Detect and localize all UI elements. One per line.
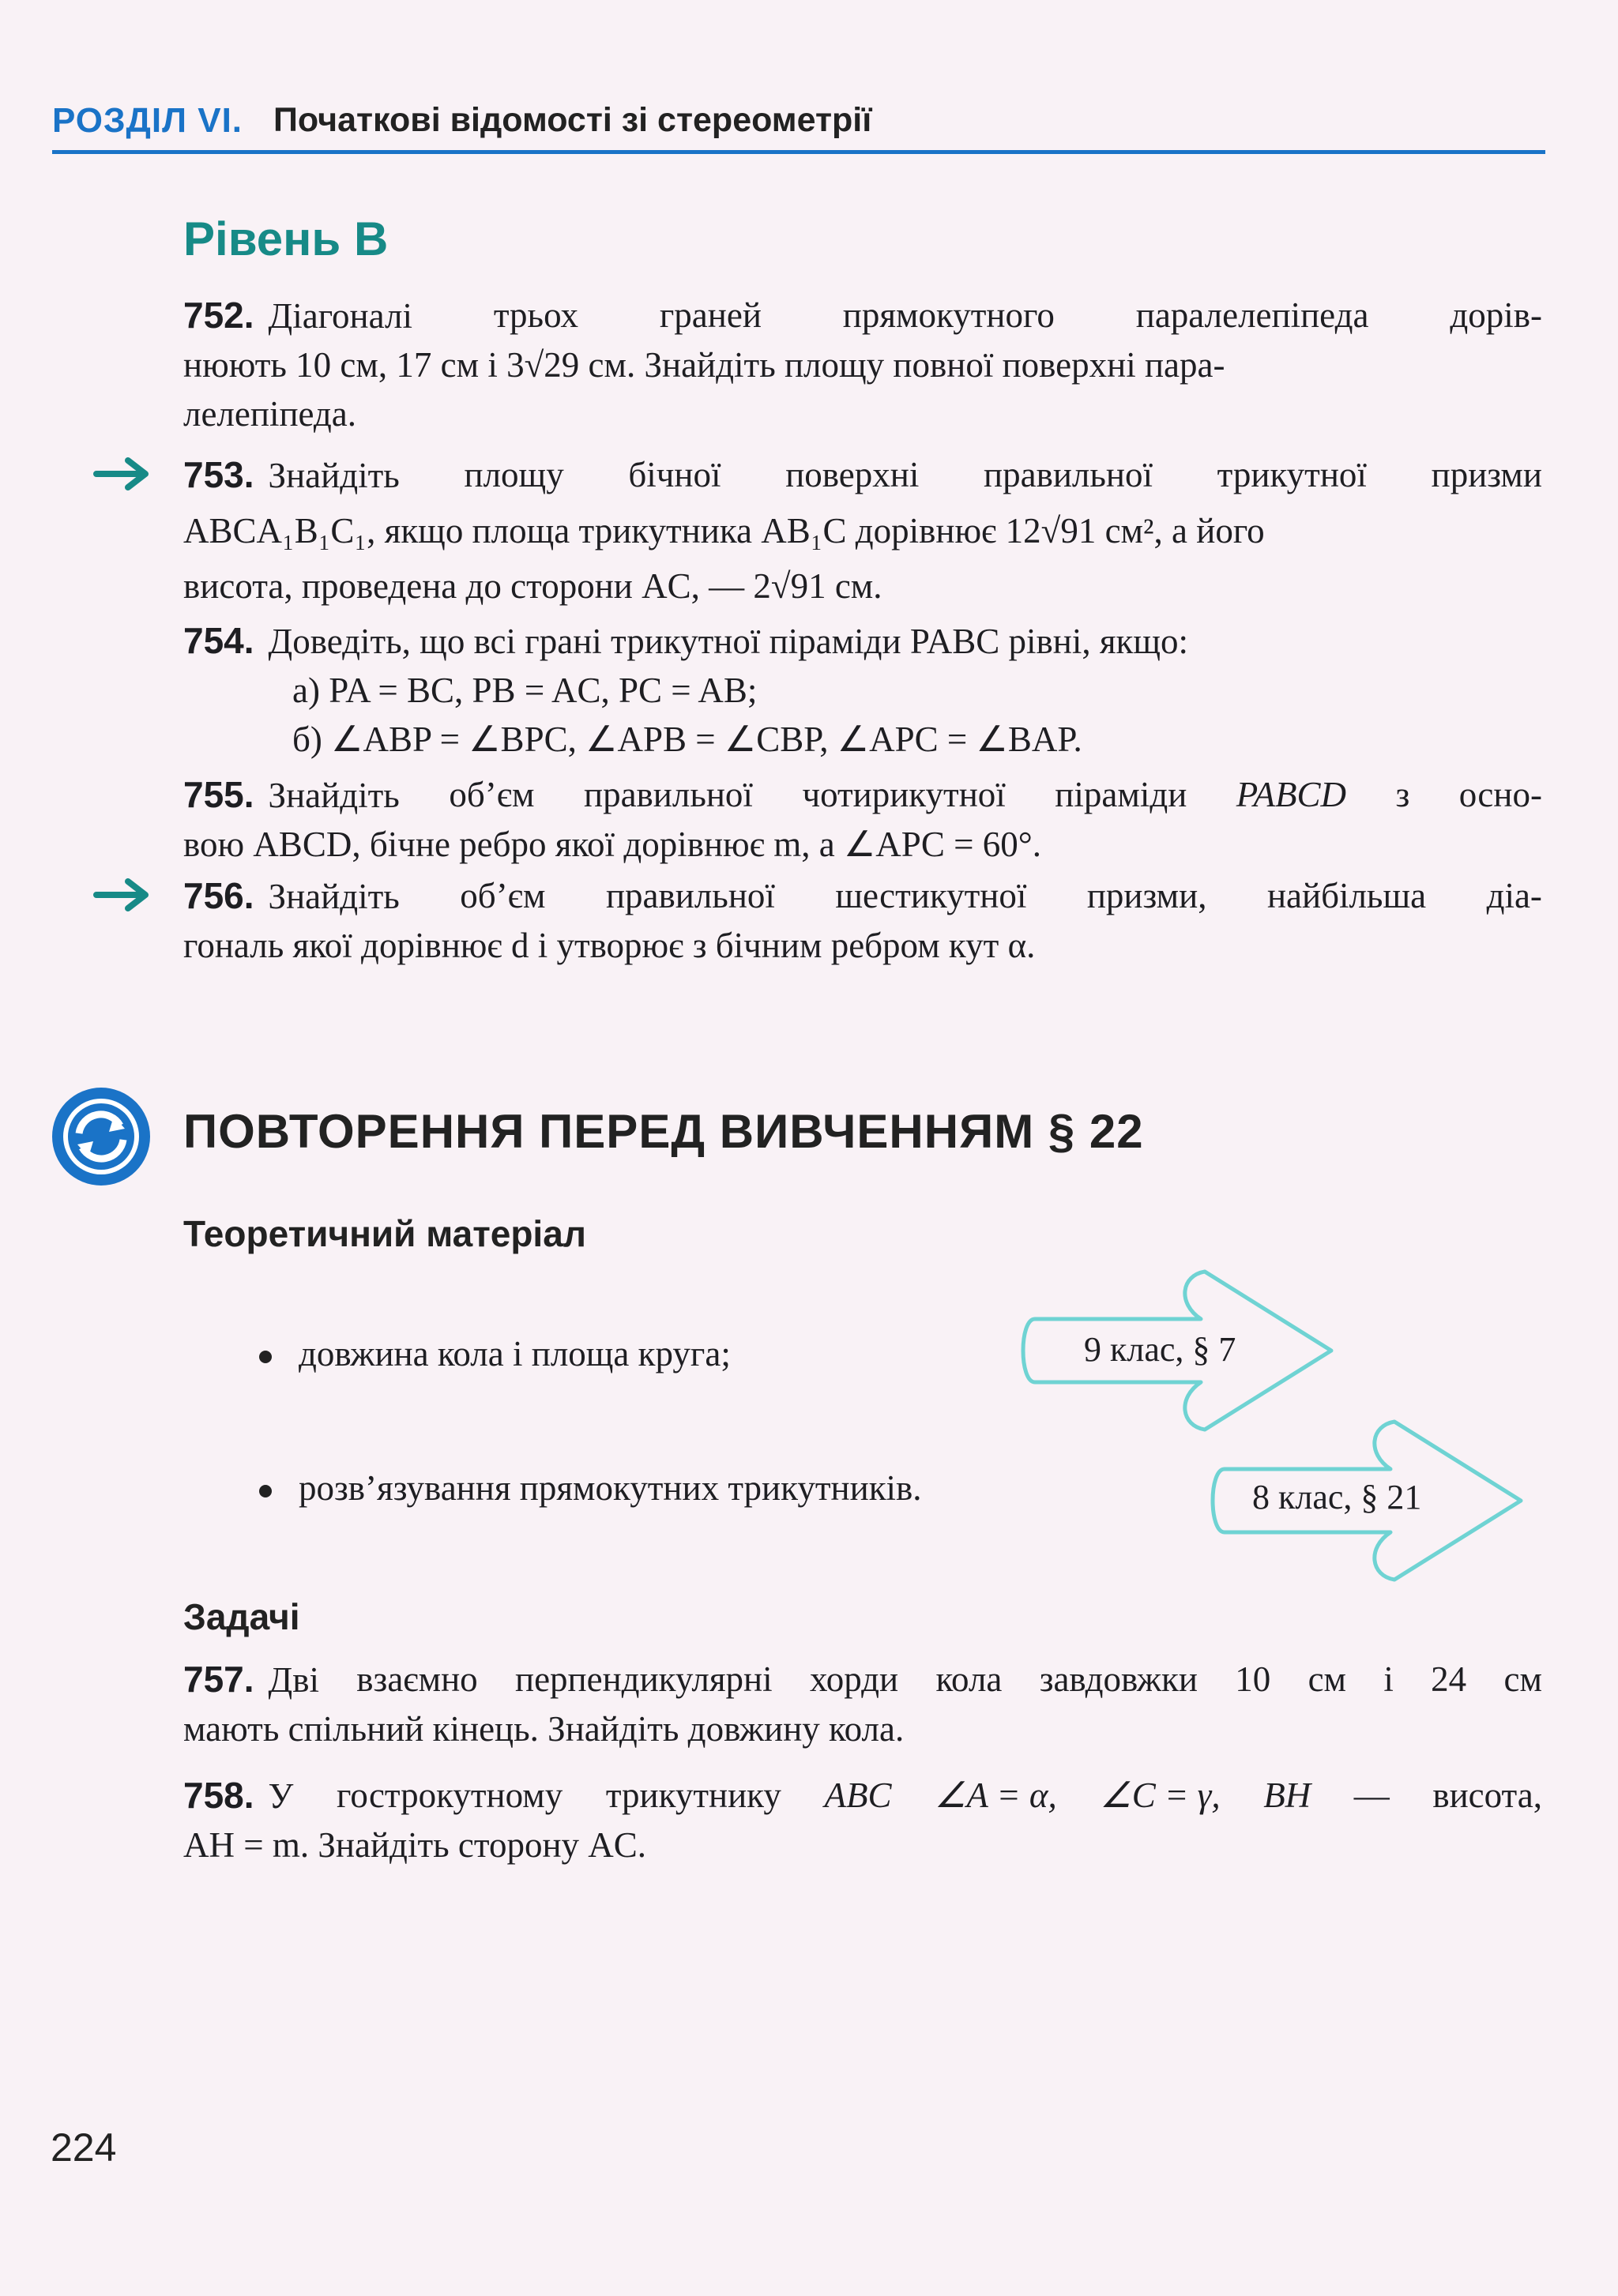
word: Знайдіть (268, 877, 400, 916)
word: призми (1431, 455, 1542, 494)
word: трикутної (1217, 455, 1367, 494)
problem-number: 756. (183, 875, 254, 916)
problem-number: 758. (183, 1775, 254, 1816)
word: шестикутної (835, 876, 1027, 915)
word: гострокутному (336, 1776, 563, 1815)
word: перпендикулярні (514, 1659, 773, 1699)
word: дорів- (1450, 295, 1542, 335)
problem-text: Доведіть, що всі грані трикутної піраміди PABC рівні, якщо: (268, 622, 1189, 661)
subitem-a: а) PA = BC, PB = AC, PC = AB; (292, 671, 758, 710)
problem-number: 754. (183, 620, 254, 661)
highlight-arrow-icon (93, 875, 156, 915)
word: об’єм (460, 876, 546, 915)
word: Діагоналі (268, 296, 412, 336)
problem-number: 752. (183, 295, 254, 336)
word: діа- (1486, 876, 1542, 915)
word: бічної (628, 455, 721, 494)
theory-item: розв’язування прямокутних трикутників. (299, 1468, 922, 1508)
word: взаємно (356, 1659, 478, 1699)
subitem-b: б) ∠ABP = ∠BPC, ∠APB = ∠CBP, ∠APC = ∠BAP. (292, 720, 1082, 759)
theory-item: довжина кола і площа круга; (299, 1334, 731, 1373)
problem-number: 753. (183, 454, 254, 495)
word: BH (1263, 1776, 1311, 1815)
section-heading: ПОВТОРЕННЯ ПЕРЕД ВИВЧЕННЯМ § 22 (183, 1105, 1144, 1158)
problem-line (183, 770, 1542, 820)
word: хорди (809, 1659, 899, 1699)
word: завдовжки (1039, 1659, 1198, 1699)
word: чотирикутної (802, 775, 1006, 814)
word: паралелепіпеда (1135, 295, 1369, 335)
word: піраміди (1055, 775, 1187, 814)
chapter-label: РОЗДІЛ VI. (52, 101, 243, 140)
word: У (268, 1776, 294, 1816)
word: Знайдіть (268, 456, 400, 495)
word: правильної (984, 455, 1153, 494)
word: правильної (605, 876, 775, 915)
problem-line: AH = m. Знайдіть сторону AC. (183, 1825, 647, 1865)
word: прямокутного (842, 295, 1055, 335)
word: см (1503, 1659, 1542, 1699)
problem-line: висота, проведена до сторони AC, — 2√91 см. (183, 566, 882, 606)
word: найбільша (1266, 876, 1427, 915)
word: трьох (493, 295, 578, 335)
bullet (259, 1485, 272, 1497)
problem-number: 755. (183, 774, 254, 815)
bullet (259, 1351, 272, 1363)
problem-758 (183, 1771, 1542, 1869)
chapter-title: Початкові відомості зі стереометрії (273, 101, 872, 139)
word: поверхні (785, 455, 920, 494)
word: см (1308, 1659, 1347, 1699)
problem-757 (183, 1655, 1542, 1753)
word: — (1353, 1776, 1390, 1815)
problem-line: мають спільний кінець. Знайдіть довжину кола. (183, 1709, 905, 1749)
problem-line (183, 450, 1542, 500)
word: і (1383, 1659, 1394, 1699)
word: Дві (268, 1660, 319, 1700)
highlight-arrow-icon (93, 454, 156, 494)
word: об’єм (449, 775, 535, 814)
problem-line: ABCA₁B₁C₁, якщо площа трикутника AB₁C дорівнює 12√91 см², а його (183, 511, 1265, 551)
word: граней (659, 295, 762, 335)
word: трикутнику (605, 1776, 781, 1815)
level-heading: Рівень В (183, 212, 389, 265)
problem-755 (183, 770, 1542, 869)
word: Знайдіть (268, 776, 400, 815)
word: 24 (1431, 1659, 1467, 1699)
problem-line (183, 291, 1542, 340)
word: PABCD (1236, 775, 1346, 814)
reference-label: 9 клас, § 7 (1084, 1330, 1236, 1369)
word: осно- (1458, 775, 1542, 814)
page-number: 224 (51, 2125, 117, 2170)
problem-line (183, 871, 1542, 921)
problem-752 (183, 291, 1542, 438)
repeat-cycle-icon (51, 1086, 152, 1187)
problem-line (183, 1771, 1542, 1821)
problem-number: 757. (183, 1659, 254, 1700)
problem-753 (183, 450, 1542, 611)
word: 10 (1235, 1659, 1271, 1699)
tasks-heading: Задачі (183, 1596, 300, 1637)
problem-line: нюють 10 см, 17 см і 3√29 см. Знайдіть площу повної поверхні пара- (183, 345, 1225, 385)
problem-754 (183, 616, 1542, 764)
word: площу (464, 455, 564, 494)
problem-line (183, 1655, 1542, 1704)
problem-line: вою ABCD, бічне ребро якої дорівнює m, а ∠APC = 60°. (183, 825, 1041, 864)
word: ABC (824, 1776, 892, 1815)
word: призми, (1086, 876, 1207, 915)
word: правильної (583, 775, 753, 814)
word: ∠A = α, (935, 1776, 1057, 1815)
reference-label: 8 клас, § 21 (1252, 1478, 1422, 1516)
problem-line: гональ якої дорівнює d і утворює з бічним ребром кут α. (183, 926, 1036, 965)
word: ∠C = γ, (1100, 1776, 1221, 1815)
theory-heading: Теоретичний матеріал (183, 1213, 586, 1254)
problem-line (183, 616, 1542, 666)
word: з (1395, 775, 1410, 814)
problem-756 (183, 871, 1542, 970)
problem-line: лелепіпеда. (183, 394, 357, 434)
running-header (52, 93, 1545, 154)
word: висота, (1432, 1776, 1542, 1815)
word: кола (935, 1659, 1003, 1699)
